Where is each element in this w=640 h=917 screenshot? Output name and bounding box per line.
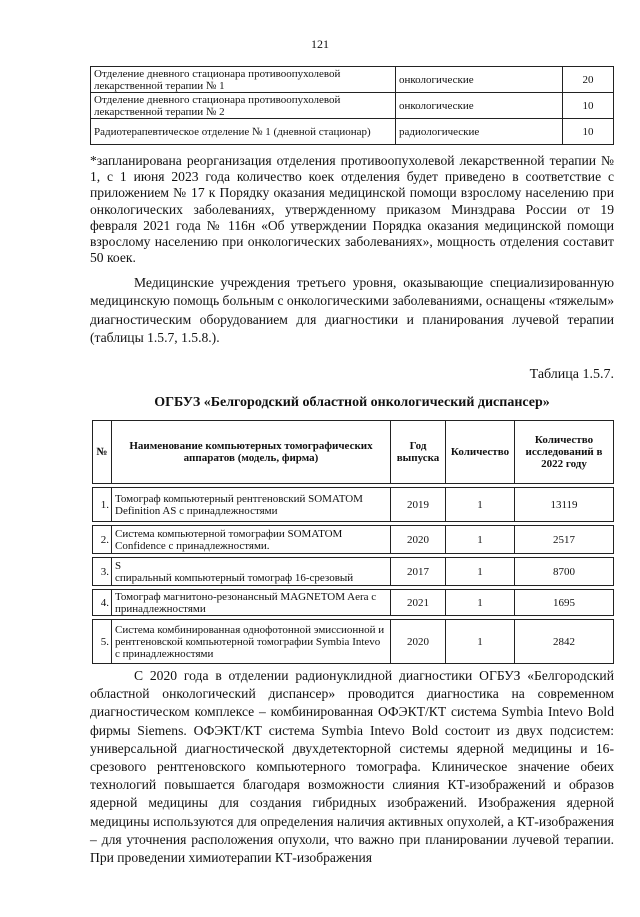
row-name: Томограф компьютерный рентгеновский SOMATOM Definition AS с принадлежностями xyxy=(112,488,391,522)
table-header-row xyxy=(93,421,614,484)
table-row xyxy=(93,590,614,616)
table-row xyxy=(91,93,614,119)
row-num: 2. xyxy=(93,526,112,554)
page-number: 121 xyxy=(311,37,329,51)
header-count: Количество xyxy=(446,421,515,484)
department-beds: 20 xyxy=(563,67,614,93)
row-studies: 13119 xyxy=(515,488,614,522)
table-row xyxy=(93,526,614,554)
header-num: № xyxy=(93,421,112,484)
table-caption: Таблица 1.5.7. xyxy=(529,367,614,382)
table-row xyxy=(93,620,614,664)
row-name: Система компьютерной томографии SOMATOM Confidence с принадлежностями. xyxy=(112,526,391,554)
paragraph-equipment-intro: Медицинские учреждения третьего уровня, оказывающие специализированную медицинскую помощь больным с онкологическими заболеваниями, оснащены «тяжелым» диагностическим оборудованием для диагностики и планирования лучевой терапии (таблицы 1.5.7, 1.5.8.). xyxy=(90,275,614,346)
row-name: Система комбинированная однофотонной эмиссионной и рентгеновской компьютерной томографии Symbia Intevo с принадлежностями xyxy=(112,620,391,664)
table-title: ОГБУЗ «Белгородский областной онкологический диспансер» xyxy=(154,395,550,410)
footnote: *запланирована реорганизация отделения противоопухолевой лекарственной терапии № 1, с 1 июня 2023 года количество коек отделения будет приведено в соответствие с приложением № 17 к Порядку оказания медицинской помощи взрослому населению при онкологических заболеваниях, утвержденному приказом Минздрава России от 19 февраля 2021 года № 116н «Об утверждении Порядка оказания медицинской помощи взрослому населению при онкологических заболеваниях», мощность отделения составит 50 коек. xyxy=(90,153,614,266)
table-row xyxy=(91,67,614,93)
department-name: Радиотерапевтическое отделение № 1 (дневной стационар) xyxy=(91,119,396,145)
departments-table xyxy=(90,66,614,145)
header-studies: Количество исследований в 2022 году xyxy=(515,421,614,484)
row-year: 2020 xyxy=(391,620,446,664)
row-year: 2019 xyxy=(391,488,446,522)
department-profile: онкологические xyxy=(396,93,563,119)
paragraph-spect-ct: С 2020 года в отделении радионуклидной диагностики ОГБУЗ «Белгородский областной онкологический диспансер» проводится диагностика на современном диагностическом комплексе – комбинированная ОФЭКТ/КТ система Symbia Intevo Bold фирмы Siemens. ОФЭКТ/КТ система Symbia Intevo Bold состоит из двух подсистем: универсальной диагностической двухдетекторной системы ядерной медицины и 16-срезового рентгеновского компьютерного томографа. Клиническое значение обеих технологий повышается благодаря возможности слияния КТ-изображений и образов ядерной медицины для создания гибридных изображений. Изображения ядерной медицины используются для определения наличия активных опухолей, а КТ-изображения – для уточнения расположения опухоли, что важно при планировании лучевой терапии. При проведении химиотерапии КТ-изображения xyxy=(90,668,614,866)
row-count: 1 xyxy=(446,526,515,554)
header-year: Год выпуска xyxy=(391,421,446,484)
header-name: Наименование компьютерных томографических аппаратов (модель, фирма) xyxy=(112,421,391,484)
department-beds: 10 xyxy=(563,119,614,145)
department-name: Отделение дневного стационара противоопухолевой лекарственной терапии № 2 xyxy=(91,93,396,119)
row-name: Томограф магнитоно-резонансный MAGNETOM Aera с принадлежностями xyxy=(112,590,391,616)
row-num: 3. xyxy=(93,558,112,586)
row-count: 1 xyxy=(446,590,515,616)
row-num: 5. xyxy=(93,620,112,664)
equipment-table xyxy=(92,420,614,664)
department-profile: радиологические xyxy=(396,119,563,145)
department-name: Отделение дневного стационара противоопухолевой лекарственной терапии № 1 xyxy=(91,67,396,93)
row-count: 1 xyxy=(446,488,515,522)
table-row xyxy=(91,119,614,145)
row-studies: 8700 xyxy=(515,558,614,586)
row-num: 4. xyxy=(93,590,112,616)
row-studies: 1695 xyxy=(515,590,614,616)
row-year: 2021 xyxy=(391,590,446,616)
table-row xyxy=(93,488,614,522)
department-beds: 10 xyxy=(563,93,614,119)
row-num: 1. xyxy=(93,488,112,522)
row-count: 1 xyxy=(446,620,515,664)
department-profile: онкологические xyxy=(396,67,563,93)
row-name: S спиральный компьютерный томограф 16-срезовый xyxy=(112,558,391,586)
table-row xyxy=(93,558,614,586)
row-studies: 2517 xyxy=(515,526,614,554)
row-studies: 2842 xyxy=(515,620,614,664)
row-year: 2020 xyxy=(391,526,446,554)
row-year: 2017 xyxy=(391,558,446,586)
row-count: 1 xyxy=(446,558,515,586)
